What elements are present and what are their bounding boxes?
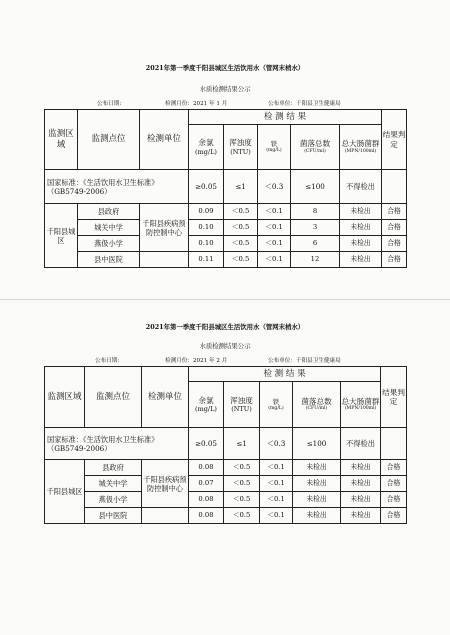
standard-colony: ≤100 bbox=[293, 428, 341, 460]
row-turbidity: ＜0.5 bbox=[224, 236, 258, 252]
row-point: 县中医院 bbox=[85, 508, 142, 524]
row-colony: 未检出 bbox=[293, 476, 341, 492]
header-turbidity: 浑浊度 (NTU) bbox=[224, 125, 258, 170]
row-coliform: 未检出 bbox=[341, 508, 381, 524]
row-coliform: 未检出 bbox=[340, 220, 382, 236]
row-point: 城关中学 bbox=[85, 476, 142, 492]
standard-turbidity: ≤1 bbox=[224, 428, 260, 460]
table-row bbox=[45, 476, 407, 492]
row-coliform: 未检出 bbox=[340, 252, 382, 268]
testing-unit-name: 千阳县疾病预防控制中心 bbox=[142, 460, 189, 508]
row-iron: ＜0.1 bbox=[260, 492, 293, 508]
report-subtitle: 水质检测结果公示 bbox=[199, 85, 251, 93]
report-title: 2021年第一季度千阳县城区生活饮用水（管网末梢水） bbox=[145, 323, 305, 331]
table-row bbox=[45, 508, 407, 524]
standard-colony: ≤100 bbox=[291, 170, 340, 204]
row-judgement: 合格 bbox=[382, 220, 407, 236]
row-chlorine: 0.10 bbox=[189, 220, 224, 236]
standard-label: 国家标准：《生活饮用水卫生标准》（GB5749-2006） bbox=[45, 170, 189, 204]
standard-iron: ＜0.3 bbox=[260, 428, 293, 460]
testing-unit-name: 千阳县疾病预防控制中心 bbox=[140, 204, 189, 252]
publish-date-label: 公布日期: bbox=[95, 358, 120, 364]
row-point: 燕伋小学 bbox=[85, 492, 142, 508]
publish-date-label: 公布日期: bbox=[97, 101, 122, 107]
report-page-february bbox=[0, 300, 450, 635]
header-iron: 铁 (mg/L) bbox=[260, 382, 293, 428]
row-judgement: 合格 bbox=[381, 492, 407, 508]
test-month: 检测月份：2021 年 2 月 bbox=[165, 358, 228, 364]
row-colony: 未检出 bbox=[293, 460, 341, 476]
area-name: 千阳县城区 bbox=[45, 460, 85, 524]
row-coliform: 未检出 bbox=[340, 204, 382, 220]
row-turbidity: ＜0.5 bbox=[224, 492, 260, 508]
header-coliform: 总大肠菌群 (MPN/100ml) bbox=[340, 125, 382, 170]
row-iron: ＜0.1 bbox=[260, 460, 293, 476]
row-turbidity: ＜0.5 bbox=[224, 204, 258, 220]
header-point: 监测点位 bbox=[78, 110, 140, 170]
header-unit: 检测单位 bbox=[142, 367, 189, 428]
header-colony: 菌落总数 (CFU/ml) bbox=[293, 382, 341, 428]
table-row bbox=[45, 220, 407, 236]
row-point: 城关中学 bbox=[78, 220, 140, 236]
row-colony: 6 bbox=[291, 236, 340, 252]
table-row bbox=[45, 236, 407, 252]
header-area: 监测区域 bbox=[45, 367, 85, 428]
standard-row bbox=[45, 428, 407, 460]
publisher: 公布单位：千阳县卫生健康局 bbox=[268, 358, 341, 364]
standard-chlorine: ≥0.05 bbox=[189, 170, 224, 204]
row-colony: 3 bbox=[291, 220, 340, 236]
row-coliform: 未检出 bbox=[341, 460, 381, 476]
row-chlorine: 0.11 bbox=[189, 252, 224, 268]
standard-iron: ＜0.3 bbox=[258, 170, 291, 204]
table-row bbox=[45, 492, 407, 508]
standard-label: 国家标准：《生活饮用水卫生标准》（GB5749-2006） bbox=[45, 428, 189, 460]
standard-coliform: 不得检出 bbox=[341, 428, 381, 460]
report-title: 2021年第一季度千阳县城区生活饮用水（管网末梢水） bbox=[145, 64, 305, 72]
row-turbidity: ＜0.5 bbox=[224, 220, 258, 236]
test-month: 检测月份：2021 年 1 月 bbox=[165, 101, 228, 107]
water-quality-table bbox=[44, 109, 407, 268]
row-coliform: 未检出 bbox=[340, 236, 382, 252]
row-turbidity: ＜0.5 bbox=[224, 252, 258, 268]
header-area: 监测区域 bbox=[45, 110, 78, 170]
header-turbidity: 浑浊度 (NTU) bbox=[224, 382, 260, 428]
row-iron: ＜0.1 bbox=[258, 220, 291, 236]
standard-turbidity: ≤1 bbox=[224, 170, 258, 204]
row-colony: 12 bbox=[291, 252, 340, 268]
row-coliform: 未检出 bbox=[341, 476, 381, 492]
row-colony: 未检出 bbox=[293, 508, 341, 524]
row-turbidity: ＜0.5 bbox=[224, 476, 260, 492]
row-colony: 未检出 bbox=[293, 492, 341, 508]
row-iron: ＜0.1 bbox=[260, 476, 293, 492]
table-row bbox=[45, 460, 407, 476]
header-iron: 铁 (mg/L) bbox=[258, 125, 291, 170]
row-colony: 8 bbox=[291, 204, 340, 220]
row-chlorine: 0.08 bbox=[189, 460, 224, 476]
row-point: 燕伋小学 bbox=[78, 236, 140, 252]
report-page-january bbox=[0, 0, 450, 300]
header-results: 检 测 结 果 bbox=[189, 110, 382, 125]
row-turbidity: ＜0.5 bbox=[224, 508, 260, 524]
row-iron: ＜0.1 bbox=[258, 236, 291, 252]
header-judgement: 结果判定 bbox=[381, 367, 407, 428]
header-results: 检 测 结 果 bbox=[189, 367, 381, 382]
header-judgement: 结果判定 bbox=[382, 110, 407, 170]
row-judgement: 合格 bbox=[382, 252, 407, 268]
header-point: 监测点位 bbox=[85, 367, 142, 428]
row-chlorine: 0.08 bbox=[189, 492, 224, 508]
row-point: 县政府 bbox=[78, 204, 140, 220]
standard-chlorine: ≥0.05 bbox=[189, 428, 224, 460]
header-colony: 菌落总数 (CFU/ml) bbox=[291, 125, 340, 170]
row-turbidity: ＜0.5 bbox=[224, 460, 260, 476]
header-chlorine: 余氯 (mg/L) bbox=[189, 125, 224, 170]
row-judgement: 合格 bbox=[381, 460, 407, 476]
row-iron: ＜0.1 bbox=[258, 252, 291, 268]
row-iron: ＜0.1 bbox=[258, 204, 291, 220]
row-chlorine: 0.09 bbox=[189, 204, 224, 220]
table-row bbox=[45, 204, 407, 220]
row-judgement: 合格 bbox=[382, 236, 407, 252]
row-judgement: 合格 bbox=[381, 508, 407, 524]
row-chlorine: 0.07 bbox=[189, 476, 224, 492]
standard-coliform: 不得检出 bbox=[340, 170, 382, 204]
header-coliform: 总大肠菌群 (MPN/100ml) bbox=[341, 382, 381, 428]
standard-row bbox=[45, 170, 407, 204]
water-quality-table bbox=[44, 366, 407, 524]
table-row bbox=[45, 252, 407, 268]
row-iron: ＜0.1 bbox=[260, 508, 293, 524]
row-chlorine: 0.10 bbox=[189, 236, 224, 252]
row-judgement: 合格 bbox=[382, 204, 407, 220]
area-name: 千阳县城区 bbox=[45, 204, 78, 268]
row-chlorine: 0.08 bbox=[189, 508, 224, 524]
row-point: 县政府 bbox=[85, 460, 142, 476]
row-coliform: 未检出 bbox=[341, 492, 381, 508]
report-subtitle: 水质检测结果公示 bbox=[199, 342, 251, 350]
header-unit: 检测单位 bbox=[140, 110, 189, 170]
header-chlorine: 余氯 (mg/L) bbox=[189, 382, 224, 428]
row-point: 县中医院 bbox=[78, 252, 140, 268]
row-judgement: 合格 bbox=[381, 476, 407, 492]
publisher: 公布单位：千阳县卫生健康局 bbox=[268, 101, 341, 107]
